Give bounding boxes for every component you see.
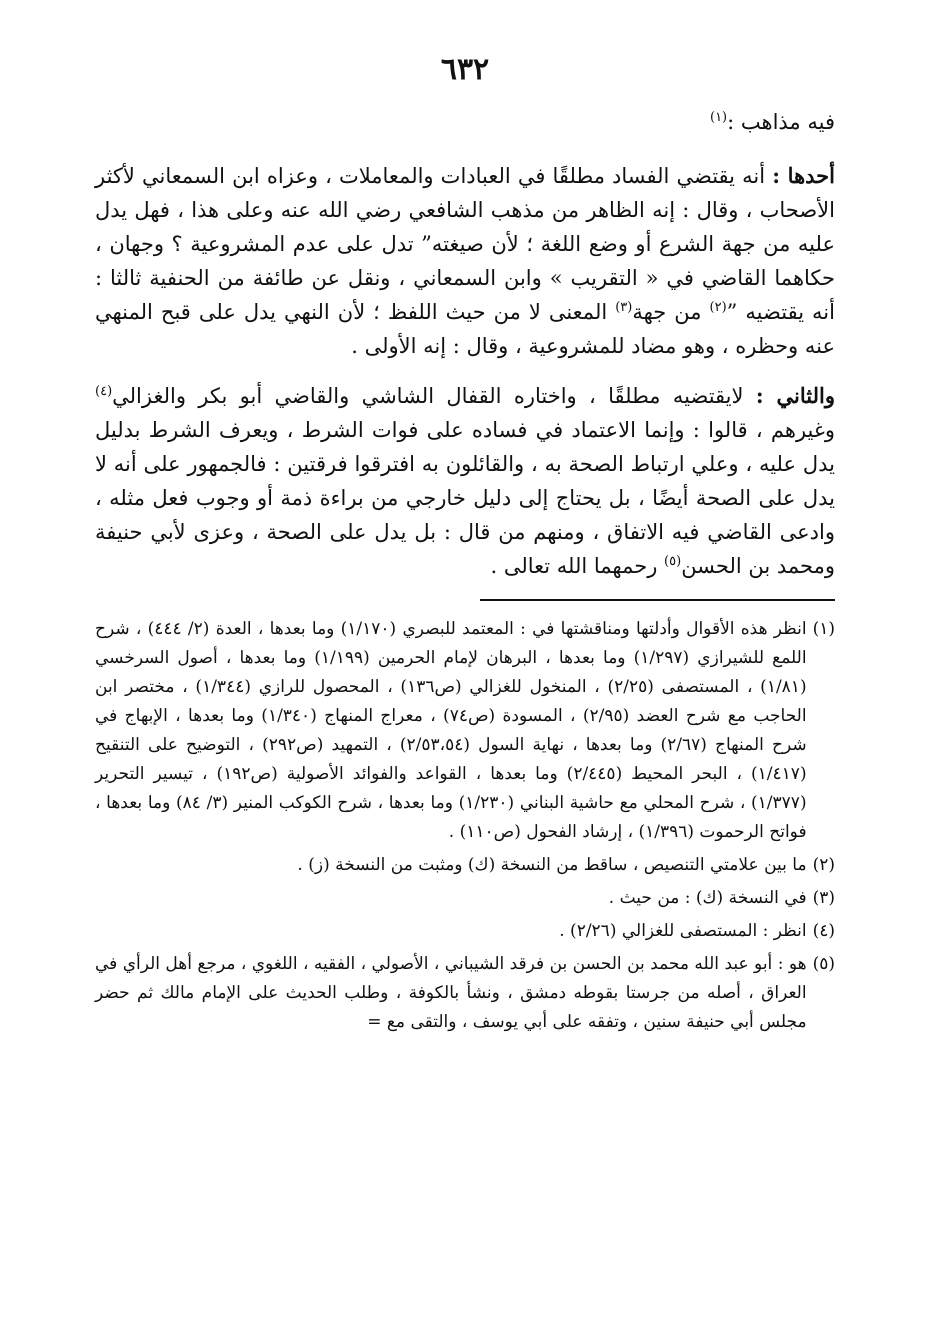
footnote <box>95 615 835 847</box>
intro-text: فيه مذاهب : <box>727 110 835 134</box>
paragraph-text: المعنى لا من حيث اللفظ ؛ لأن النهي يدل على قبح المنهي عنه وحظره ، وهو مضاد للمشروعية ، وقال : إنه الأولى . <box>95 300 835 358</box>
footnote-divider <box>480 599 835 601</box>
paragraph-text: أنه يقتضي الفساد مطلقًا في العبادات والمعاملات ، وعزاه ابن السمعاني لأكثر الأصحاب ، وقال : إنه الظاهر من مذهب الشافعي رضي الله عنه وعلى هذا ، فهل يدل عليه من جهة الشرع أو وضع اللغة ؛ لأن صيغته” تدل على عدم المشروعية ؟ وجهان ، حكاهما القاضي في « التقريب » وابن السمعاني ، ونقل عن طائفة من الحنفية ثالثا : أنه يقتضيه ” <box>95 164 835 324</box>
footnote-text: ما بين علامتي التنصيص ، ساقط من النسخة (ك) ومثبت من النسخة (ز) . <box>297 855 807 875</box>
footnote <box>95 851 835 880</box>
footnote <box>95 884 835 913</box>
page-number: ٦٣٢ <box>440 52 490 87</box>
paragraph-text: رحمهما الله تعالى . <box>490 554 665 578</box>
footnote-text: انظر : المستصفى للغزالي (٢/٢٦) . <box>559 921 807 941</box>
footnote-number: (٥) <box>812 954 835 974</box>
intro-footnote-ref[interactable]: (١) <box>709 110 728 125</box>
footnote <box>95 950 835 1037</box>
paragraph-second-opinion <box>95 379 835 583</box>
footnote <box>95 917 835 946</box>
intro-line <box>95 105 835 139</box>
paragraph-first-opinion <box>95 159 835 363</box>
footnote-ref[interactable]: (٣) <box>615 300 633 315</box>
footnote-text: انظر هذه الأقوال وأدلتها ومناقشتها في : المعتمد للبصري (١/١٧٠) وما بعدها ، العدة (٢/ ٤٤٤) ، شرح اللمع للشيرازي (١/٢٩٧) وما بعدها ، البرهان لإمام الحرمين (١/١٩٩) وما بعدها ، أصول السرخسي (١/٨١) ، المستصفى (٢/٢٥) ، المنخول للغزالي (ص١٣٦) ، المحصول للرازي (١/٣٤٤) ، مختصر ابن الحاجب مع شرح العضد (٢/٩٥) ، المسودة (ص٧٤) ، معراج المنهاج (١/٣٤٠) وما بعدها ، الإبهاج في شرح المنهاج (٢/٦٧) وما بعدها ، نهاية السول (٢/٥٣،٥٤) ، التمهيد (ص٢٩٢) ، التوضيح على التنقيح (١/٤١٧) ، البحر المحيط (٢/٤٤٥) وما بعدها ، القواعد والفوائد الأصولية (ص١٩٢) ، تيسير التحرير (١/٣٧٧) ، شرح المحلي مع حاشية البناني (١/٢٣٠) وما بعدها ، شرح الكوكب المنير (٣/ ٨٤) وما بعدها ، فواتح الرحموت (١/٣٩٦) ، إرشاد الفحول (ص١١٠) . <box>95 619 807 842</box>
footnote-ref[interactable]: (٥) <box>664 554 682 569</box>
paragraph-lead: أحدها : <box>772 163 835 188</box>
paragraph-text: من جهة <box>632 300 710 324</box>
paragraph-text: لايقتضيه مطلقًا ، واختاره القفال الشاشي والقاضي أبو بكر والغزالي <box>112 384 756 408</box>
footnote-ref[interactable]: (٤) <box>95 384 113 399</box>
footnote-number: (٣) <box>812 888 835 908</box>
footnote-number: (١) <box>812 619 835 639</box>
footnote-number: (٤) <box>812 921 835 941</box>
footnote-number: (٢) <box>812 855 835 875</box>
footnote-ref[interactable]: (٢) <box>709 300 727 315</box>
footnotes <box>95 615 835 1037</box>
footnote-text: في النسخة (ك) : من حيث . <box>608 888 807 908</box>
footnote-text: هو : أبو عبد الله محمد بن الحسن بن فرقد الشيباني ، الأصولي ، الفقيه ، اللغوي ، مرجع أهل الرأي في العراق ، أصله من جرستا بقوطه دمشق ، ونشأ بالكوفة ، وطلب الحديث على الإمام مالك ثم حضر مجلس أبي حنيفة سنين ، وتفقه على أبي يوسف ، والتقى مع = <box>95 954 807 1032</box>
paragraph-text: وغيرهم ، قالوا : وإنما الاعتماد في فساده على فوات الشرط ، ويعرف الشرط بدليل يدل عليه ، وعلي ارتباط الصحة به ، والقائلون به افترقوا فرقتين : فالجمهور على أنه لا يدل على الصحة أيضًا ، بل يحتاج إلى دليل خارجي من براءة ذمة أو وجوب فعل مثله ، وادعى القاضي فيه الاتفاق ، ومنهم من قال : بل يدل على الصحة ، وعزى لأبي حنيفة ومحمد بن الحسن <box>95 418 835 578</box>
paragraph-lead: والثاني : <box>755 383 835 408</box>
